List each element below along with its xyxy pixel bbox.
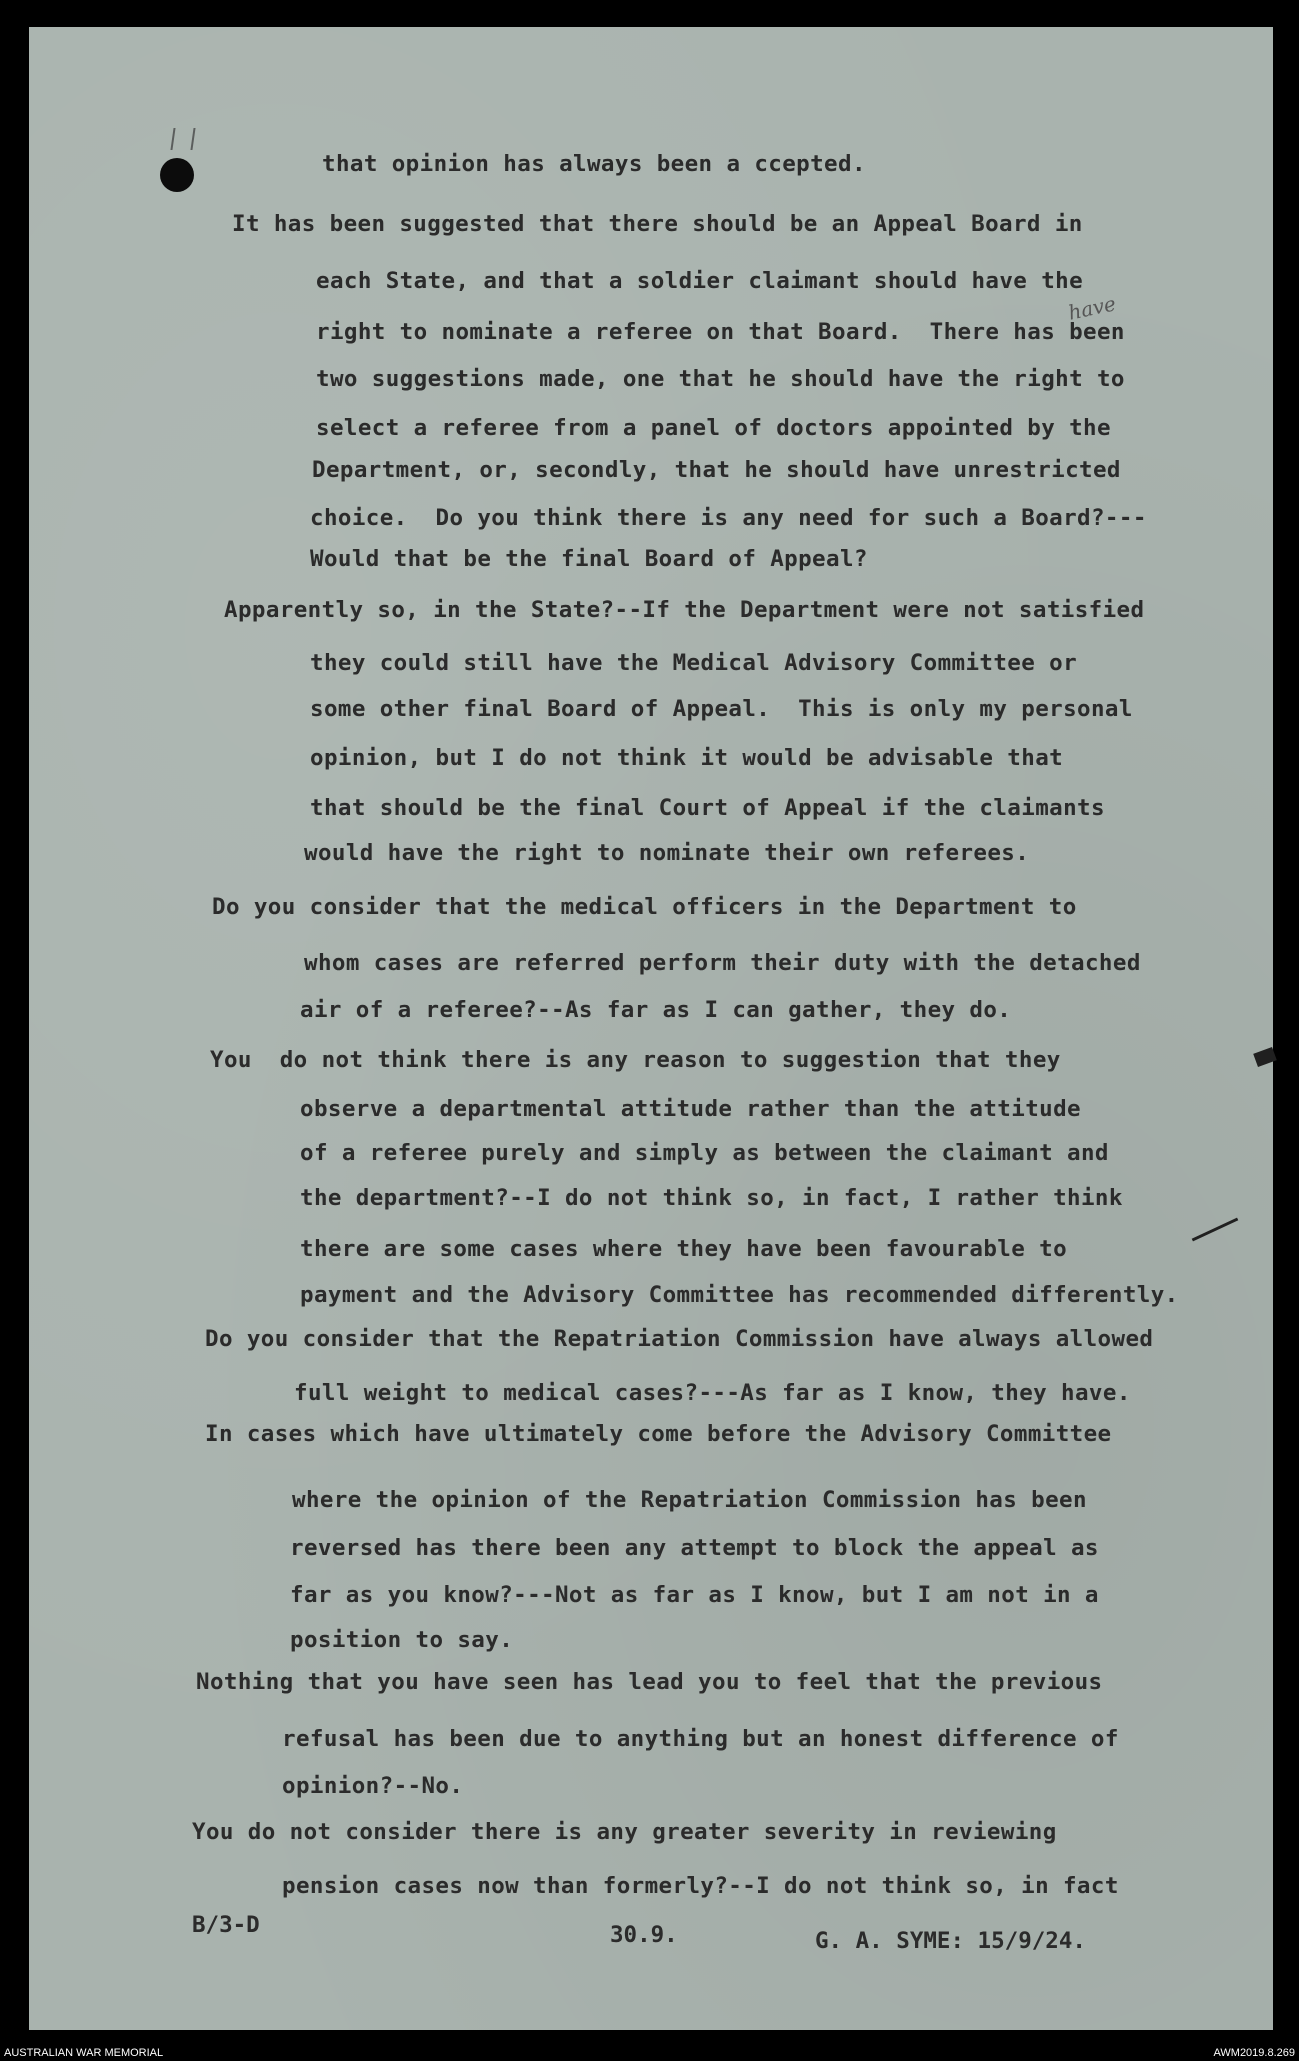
text-line: of a referee purely and simply as between the claimant and [300,1140,1109,1166]
text-line: where the opinion of the Repatriation Commission has been [292,1487,1087,1513]
archive-institution: AUSTRALIAN WAR MEMORIAL [4,2047,164,2059]
text-line: would have the right to nominate their own referees. [304,840,1030,866]
text-line: air of a referee?--As far as I can gather, they do. [300,997,1012,1023]
witness-date: G. A. SYME: 15/9/24. [815,1928,1086,1954]
text-line: Apparently so, in the State?--If the Department were not satisfied [224,597,1145,623]
text-line: two suggestions made, one that he should have the right to [316,366,1125,392]
text-line: there are some cases where they have been favourable to [300,1236,1068,1262]
text-line: full weight to medical cases?---As far as I know, they have. [294,1380,1131,1406]
handwritten-annotation: have [1066,291,1118,325]
text-line: Do you consider that the Repatriation Commission have always allowed [205,1326,1154,1352]
text-line: each State, and that a soldier claimant should have the [316,268,1084,294]
archive-item-id: AWM2019.8.269 [1213,2047,1295,2059]
text-line: pension cases now than formerly?--I do not think so, in fact [282,1873,1119,1899]
text-line: some other final Board of Appeal. This is only my personal [310,696,1133,722]
text-line: Nothing that you have seen has lead you to feel that the previous [196,1669,1103,1695]
text-line: observe a departmental attitude rather than the attitude [300,1096,1081,1122]
text-line: the department?--I do not think so, in fact, I rather think [300,1185,1123,1211]
page-number: 30.9. [610,1922,678,1948]
punch-hole [160,158,194,192]
text-line: far as you know?---Not as far as I know, but I am not in a [290,1582,1099,1608]
text-line: It has been suggested that there should be an Appeal Board in [232,211,1083,237]
text-line: that should be the final Court of Appeal if the claimants [310,795,1105,821]
text-line: that opinion has always been a ccepted. [322,151,866,177]
text-line: Department, or, secondly, that he should have unrestricted [312,457,1121,483]
text-line: whom cases are referred perform their duty with the detached [304,950,1141,976]
text-line: You do not think there is any reason to suggestion that they [210,1047,1061,1073]
text-line: You do not consider there is any greater severity in reviewing [192,1819,1057,1845]
text-line: opinion, but I do not think it would be advisable that [310,745,1064,771]
text-line: choice. Do you think there is any need for such a Board?--- [310,505,1147,531]
archive-bar [0,2043,1299,2061]
text-line: Would that be the final Board of Appeal? [310,546,868,572]
text-line: refusal has been due to anything but an honest difference of [282,1726,1119,1752]
text-line: select a referee from a panel of doctors appointed by the [316,415,1111,441]
text-line: opinion?--No. [282,1773,464,1799]
text-line: Do you consider that the medical officers in the Department to [212,894,1077,920]
text-line: right to nominate a referee on that Board. There has been [316,319,1125,345]
pencil-tick-mark [170,128,195,150]
text-line: payment and the Advisory Committee has recommended differently. [300,1282,1179,1308]
text-line: In cases which have ultimately come before the Advisory Committee [205,1421,1112,1447]
text-line: they could still have the Medical Advisory Committee or [310,650,1078,676]
text-line: reversed has there been any attempt to block the appeal as [290,1535,1099,1561]
text-line: position to say. [290,1627,514,1653]
reference-code: B/3-D [192,1912,260,1938]
